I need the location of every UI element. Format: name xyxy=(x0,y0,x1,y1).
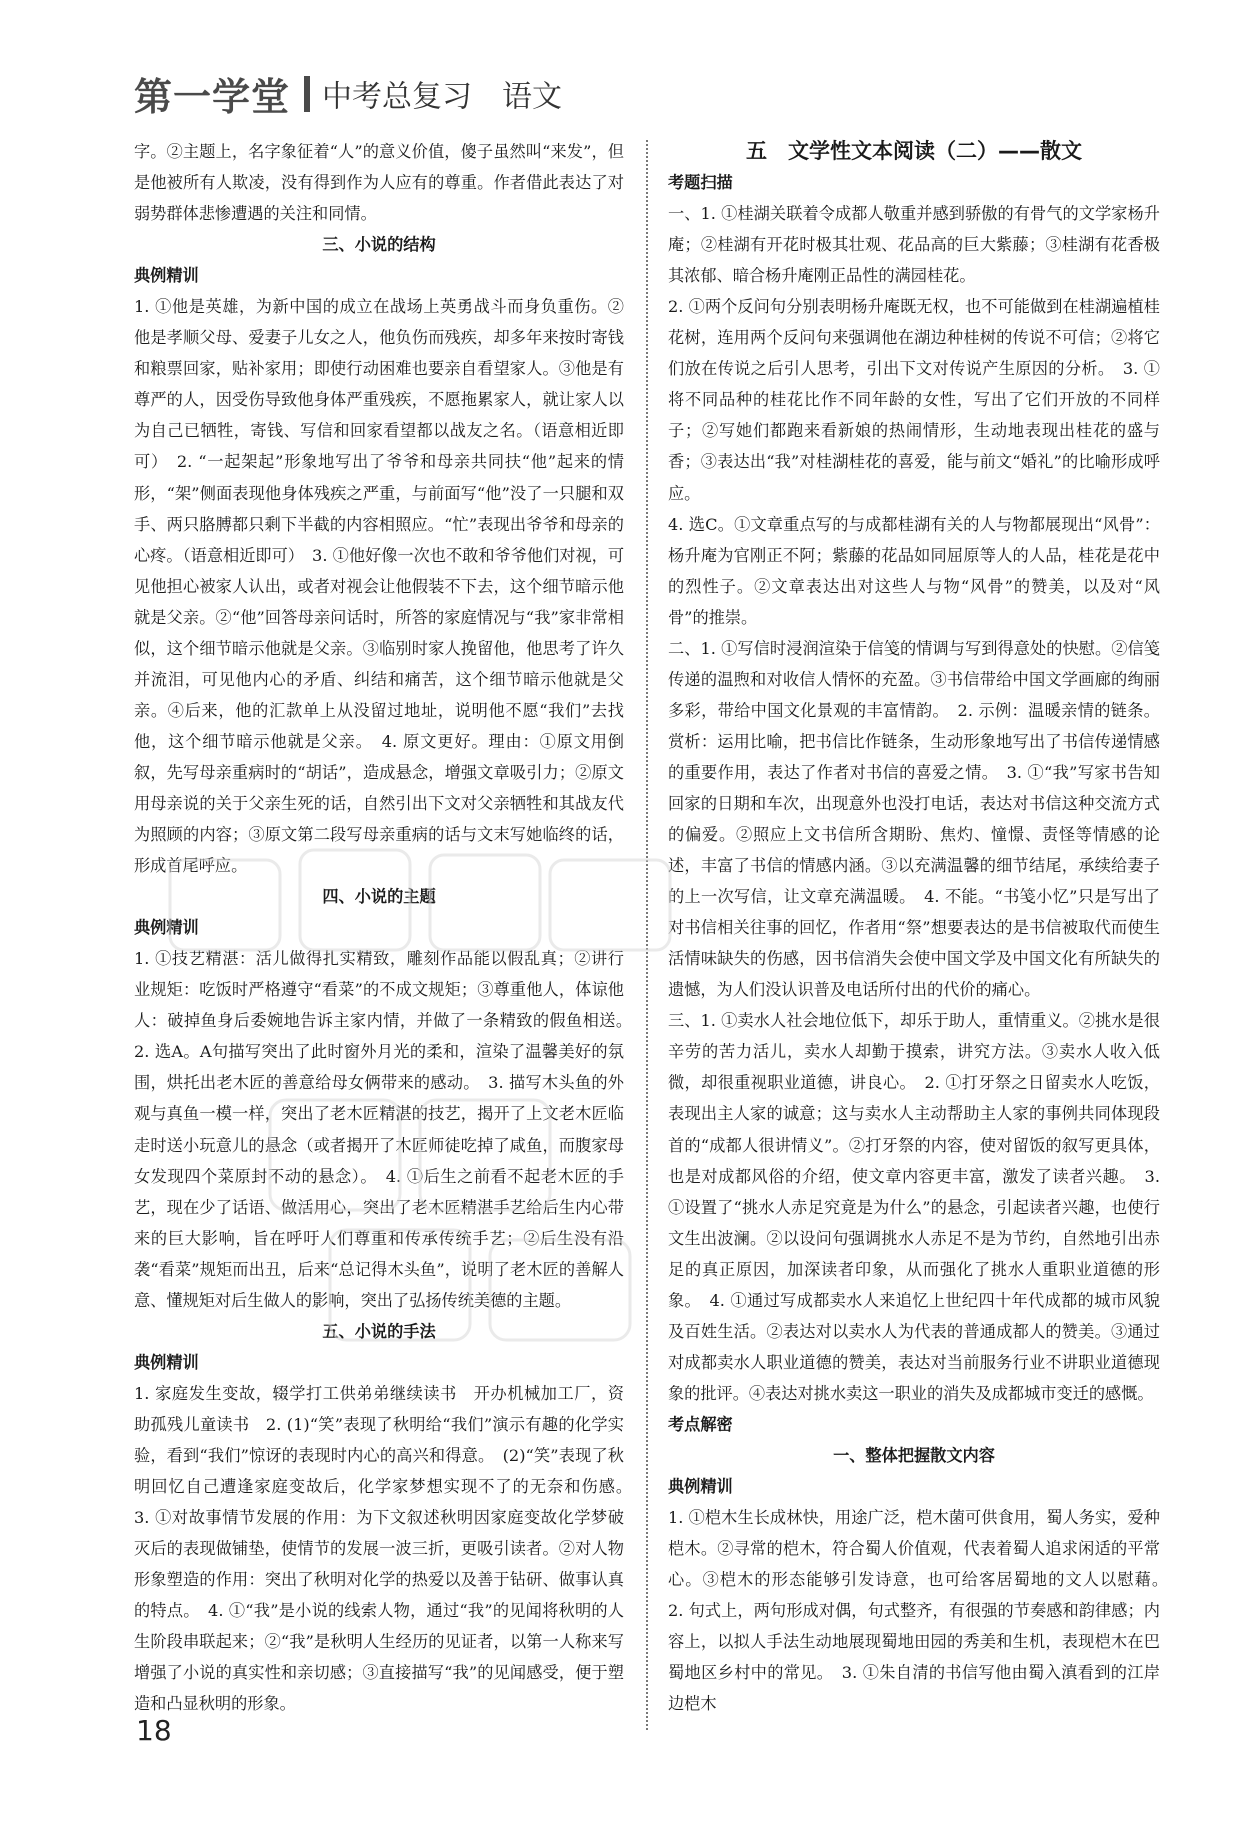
section-label: 典例精训 xyxy=(134,266,199,286)
section-label: 典例精训 xyxy=(668,1477,733,1497)
section-heading: 一、整体把握散文内容 xyxy=(833,1445,995,1465)
section-heading: 三、小说的结构 xyxy=(322,235,436,255)
answer-paragraph: 1. ①桤木生长成林快，用途广泛，桤木菌可供食用，蜀人务实，爱种桤木。②寻常的桤木，符合蜀人价值观，代表着蜀人追求闲适的平常心。③桤木的形态能够引发诗意，也可给客居蜀地的文人以慰藉。 2. 句式上，两句形成对偶，句式整齐，有很强的节奏感和韵律感；内容上，以拟人手法生动地展现蜀地田园的秀美和生机，表现桤木在巴蜀地区乡村中的常见。 3. ①朱自清的书信写他由蜀入滇看到的江岸边桤木 xyxy=(668,1508,1177,1714)
answer-paragraph: 字。②主题上，名字象征着“人”的意义价值，傻子虽然叫“来发”，但是他被所有人欺凌，没有得到作为人应有的尊重。作者借此表达了对弱势群体悲惨遭遇的关注和同情。 xyxy=(134,142,624,224)
answer-paragraph: 1. ①他是英雄，为新中国的成立在战场上英勇战斗而身负重伤。②他是孝顺父母、爱妻子儿女之人，他负伤而残疾，却多年来按时寄钱和粮票回家，贴补家用；即使行动困难也要亲自看望家人。③他是有尊严的人，因受伤导致他身体严重残疾，不愿拖累家人，就让家人以为自己已牺牲，寄钱、写信和回家看望都以战友之名。（语意相近即可） 2. “一起架起”形象地写出了爷爷和母亲共同扶“他”起来的情形，“架”侧面表现他身体残疾之严重，与前面写“他”没了一只腿和双手、两只胳膊都只剩下半截的内容相照应。“忙”表现出爷爷和母亲的心疼。（语意相近即可） 3. ①他好像一次也不敢和爷爷他们对视，可见他担心被家人认出，或者对视会让他假装不下去，这个细节暗示他就是父亲。②“他”回答母亲问话时，所答的家庭情况与“我”家非常相似，这个细节暗示他就是父亲。③临别时家人挽留他，他思考了许久并流泪，可见他内心的矛盾、纠结和痛苦，这个细节暗示他就是父亲。④后来，他的汇款单上从没留过地址，说明他不愿“我们”去找他，这个细节暗示他就是父亲。 4. 原文更好。理由：①原文用倒叙，先写母亲重病时的“胡话”，造成悬念，增强文章吸引力；②原文用母亲说的关于父亲生死的话，自然引出下文对父亲牺牲和其战友代为照顾的内容；③原文第二段写母亲重病的话与文末写她临终的话，形成首尾呼应。 xyxy=(134,297,625,876)
right-column xyxy=(668,136,1177,1719)
brand-title: 第一学堂 xyxy=(134,74,291,119)
answer-paragraph: 2. ①两个反问句分别表明杨升庵既无权，也不可能做到在桂湖遍植桂花树，连用两个反问句来强调他在湖边种桂树的传说不可信；②将它们放在传说之后引人思考，引出下文对传说产生原因的分析。 3. ①将不同品种的桂花比作不同年龄的女性，写出了它们开放的不同样子；②写她们都跑来看新娘的热闹情形，生动地表现出桂花的盛与香；③表达出“我”对桂湖桂花的喜爱，能与前文“婚礼”的比喻形成呼应。 xyxy=(668,297,1160,503)
header-subject: 中考总复习 语文 xyxy=(322,79,563,115)
page-header xyxy=(134,66,563,119)
section-label: 典例精训 xyxy=(134,918,199,938)
section-label: 典例精训 xyxy=(134,1352,199,1372)
answer-paragraph: 一、1. ①桂湖关联着令成都人敬重并感到骄傲的有骨气的文学家杨升庵；②桂湖有开花时极其壮观、花品高的巨大紫藤；③桂湖有花香极其浓郁、暗合杨升庵刚正品性的满园桂花。 xyxy=(668,204,1160,286)
section-heading: 五、小说的手法 xyxy=(322,1321,436,1341)
section-label: 考题扫描 xyxy=(668,173,733,193)
answer-paragraph: 二、1. ①写信时浸润渲染于信笺的情调与写到得意处的快慰。②信笺传递的温煦和对收信人情怀的充盈。③书信带给中国文学画廊的绚丽多彩，带给中国文化景观的丰富情韵。 2. 示例：温暖亲情的链条。赏析：运用比喻，把书信比作链条，生动形象地写出了书信传递情感的重要作用，表达了作者对书信的喜爱之情。 3. ①“我”写家书告知回家的日期和车次，出现意外也没打电话，表达对书信这种交流方式的偏爱。②照应上文书信所含期盼、焦灼、憧憬、责怪等情感的论述，丰富了书信的情感内涵。③以充满温馨的细节结尾，承续给妻子的上一次写信，让文章充满温暖。 4. 不能。“书笺小忆”只是写出了对书信相关往事的回忆，作者用“祭”想要表达的是书信被取代而使生活情味缺失的伤感，因书信消失会使中国文学及中国文化有所缺失的遗憾，为人们没认识普及电话所付出的代价的痛心。 xyxy=(668,638,1160,1000)
answer-paragraph: 4. 选C。①文章重点写的与成都桂湖有关的人与物都展现出“风骨”：杨升庵为官刚正不阿；紫藤的花品如同屈原等人的人品，桂花是花中的烈性子。②文章表达出对这些人与物“风骨”的赞美，以及对“风骨”的推崇。 xyxy=(668,514,1160,627)
column-divider xyxy=(646,140,648,1730)
section-label: 考点解密 xyxy=(668,1414,733,1434)
page-number: 18 xyxy=(136,1714,172,1747)
chapter-title: 五 文学性文本阅读（二）——散文 xyxy=(746,139,1082,163)
header-divider-bar xyxy=(304,76,310,112)
answer-paragraph: 1. 家庭发生变故，辍学打工供弟弟继续读书 开办机械加工厂，资助孤残儿童读书 2. (1)“笑”表现了秋明给“我们”演示有趣的化学实验，看到“我们”惊讶的表现时内心的高兴和得意。 (2)“笑”表现了秋明回忆自己遭逢家庭变故后，化学家梦想实现不了的无奈和伤感。 3. ①对故事情节发展的作用：为下文叙述秋明因家庭变故化学梦破灭后的表现做铺垫，使情节的发展一波三折，更吸引读者。②对人物形象塑造的作用：突出了秋明对化学的热爱以及善于钻研、做事认真的特点。 4. ①“我”是小说的线索人物，通过“我”的见闻将秋明的人生阶段串联起来；②“我”是秋明人生经历的见证者，以第一人称来写增强了小说的真实性和亲切感；③直接描写“我”的见闻感受，便于塑造和凸显秋明的形象。 xyxy=(134,1383,641,1714)
answer-paragraph: 1. ①技艺精湛：活儿做得扎实精致，雕刻作品能以假乱真；②讲行业规矩：吃饭时严格遵守“看菜”的不成文规矩；③尊重他人，体谅他人：破掉鱼身后委婉地告诉主家内情，并做了一条精致的假鱼相送。 2. 选A。A句描写突出了此时窗外月光的柔和，渲染了温馨美好的氛围，烘托出老木匠的善意给母女俩带来的感动。 3. 描写木头鱼的外观与真鱼一模一样，突出了老木匠精湛的技艺，揭开了上文老木匠临走时送小玩意儿的悬念（或者揭开了木匠师徒吃掉了咸鱼，而腹家母女发现四个菜原封不动的悬念）。 4. ①后生之前看不起老木匠的手艺，现在少了话语、做活用心，突出了老木匠精湛手艺给后生内心带来的巨大影响，旨在呼吁人们尊重和传承传统手艺；②后生没有沿袭“看菜”规矩而出丑，后来“总记得木头鱼”，说明了老木匠的善解人意、懂规矩对后生做人的影响，突出了弘扬传统美德的主题。 xyxy=(134,949,641,1310)
section-heading: 四、小说的主题 xyxy=(322,887,436,907)
left-column xyxy=(134,136,641,1719)
answer-paragraph: 三、1. ①卖水人社会地位低下，却乐于助人，重情重义。②挑水是很辛劳的苦力活儿，卖水人却勤于摸索，讲究方法。③卖水人收入低微，却很重视职业道德，讲良心。 2. ①打牙祭之日留卖水人吃饭，表现出主人家的诚意；这与卖水人主动帮助主人家的事例共同体现段首的“成都人很讲情义”。②打牙祭的内容，使对留饭的叙写更具体，也是对成都风俗的介绍，使文章内容更丰富，激发了读者兴趣。 3. ①设置了“挑水人赤足究竟是为什么”的悬念，引起读者兴趣，也使行文生出波澜。②以设问句强调挑水人赤足不是为节约，自然地引出赤足的真正原因，加深读者印象，从而强化了挑水人重职业道德的形象。 4. ①通过写成都卖水人来追忆上世纪四十年代成都的城市风貌及百姓生活。②表达对以卖水人为代表的普通成都人的赞美。③通过对成都卖水人职业道德的赞美，表达对当前服务行业不讲职业道德现象的批评。④表达对挑水卖这一职业的消失及成都城市变迁的感慨。 xyxy=(668,1011,1160,1403)
